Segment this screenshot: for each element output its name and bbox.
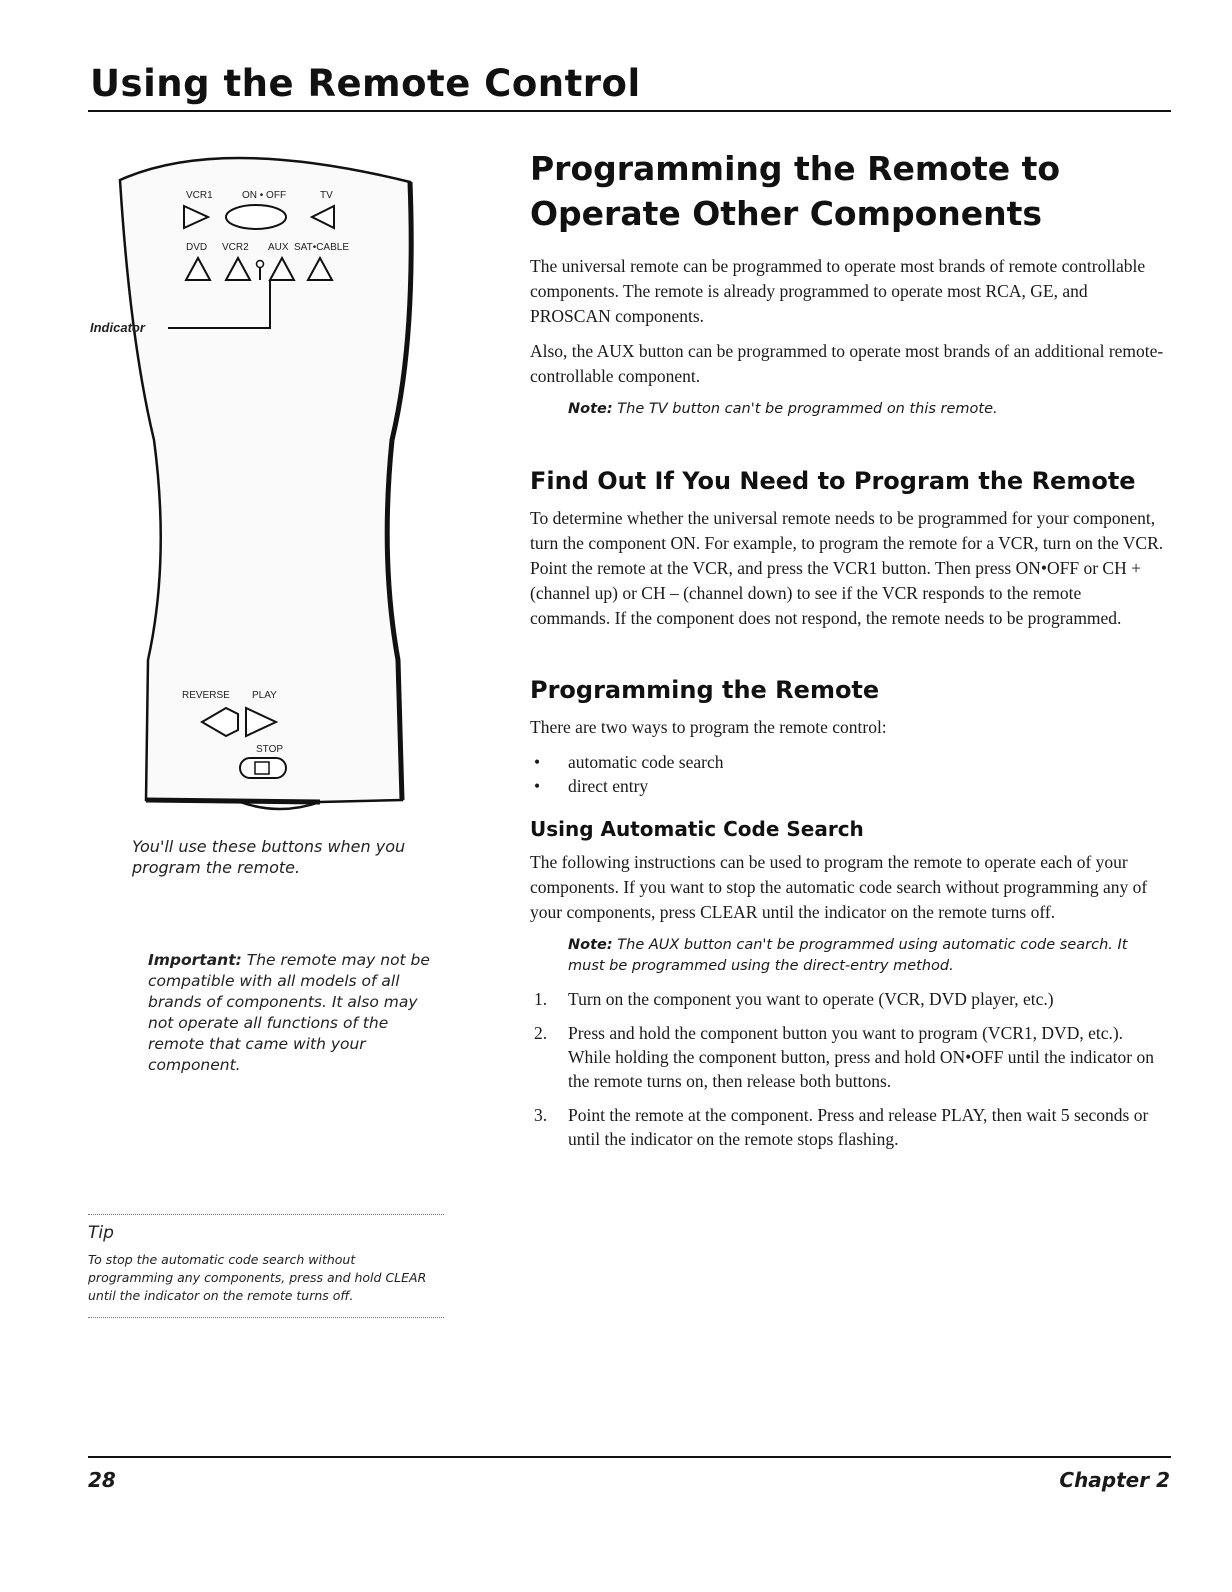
remote-illustration [80, 140, 420, 820]
on-off-button-icon [226, 205, 286, 229]
section-title: Using the Remote Control [90, 62, 641, 105]
note-text: The TV button can't be programmed on this remote. [617, 401, 998, 417]
programming-methods-list [530, 750, 1165, 798]
list-item: • automatic code search [530, 750, 1165, 774]
note-text: The AUX button can't be programmed using automatic code search. It must be programmed using the direct-entry method. [568, 937, 1128, 974]
chapter-label: Chapter 2 [1059, 1468, 1170, 1492]
footer-rule [88, 1456, 1171, 1458]
step-number: 2. [534, 1023, 548, 1043]
vcr2-label: VCR2 [222, 242, 249, 253]
indicator-light-icon [257, 261, 264, 268]
programming-heading: Programming the Remote [530, 676, 880, 704]
important-text: The remote may not be compatible with all models of all brands of components. It also may not operate all functions of the remote that came with your component. [148, 951, 430, 1074]
aux-label: AUX [268, 242, 289, 253]
tip-rule-bottom [88, 1317, 444, 1318]
note-label: Note: [568, 937, 613, 953]
tip-title: Tip [88, 1223, 114, 1243]
auto-search-heading: Using Automatic Code Search [530, 817, 864, 841]
remote-outline [120, 158, 411, 809]
dvd-label: DVD [186, 242, 208, 253]
list-item: • direct entry [530, 774, 1165, 798]
reverse-label: REVERSE [182, 690, 230, 701]
intro-paragraph-2: Also, the AUX button can be programmed to operate most brands of an additional remote-controllable component. [530, 341, 1164, 386]
important-label: Important: [148, 951, 242, 969]
tip-text: To stop the automatic code search without programming any components, press and hold CLEAR until the indicator on the remote turns off. [88, 1252, 427, 1303]
intro-paragraph-1: The universal remote can be programmed to operate most brands of remote controllable components. The remote is already programmed to operate most RCA, GE, and PROSCAN components. [530, 256, 1146, 326]
step-text: Point the remote at the component. Press and release PLAY, then wait 5 seconds or until the indicator on the remote stops flashing. [568, 1105, 1149, 1149]
tv-button-note [568, 399, 1165, 420]
step-number: 3. [534, 1105, 548, 1125]
list-item [530, 987, 1165, 1011]
tip-box [88, 1214, 444, 1318]
programming-paragraph: There are two ways to program the remote control: [530, 717, 887, 737]
page-title: Programming the Remote to Operate Other Components [530, 149, 1061, 233]
auto-search-paragraph: The following instructions can be used to program the remote to operate each of your components. If you want to stop the automatic code search without programming any of your components, press CLEAR until the indicator on the remote turns off. [530, 852, 1148, 922]
find-out-paragraph: To determine whether the universal remote needs to be programmed for your component, turn the component ON. For example, to program the remote for a VCR, turn on the VCR. Point the remote at the VCR, and press the VCR1 button. Then press ON•OFF or CH + (channel up) or CH – (channel down) to see if the VCR responds to the remote commands. If the component does not respond, the remote needs to be programmed. [530, 508, 1164, 628]
find-out-heading: Find Out If You Need to Program the Remote [530, 467, 1136, 495]
page-number: 28 [88, 1468, 116, 1492]
list-item [530, 1021, 1165, 1093]
header-rule [88, 110, 1171, 112]
step-number: 1. [534, 989, 548, 1009]
list-item [530, 1103, 1165, 1151]
aux-button-note [568, 935, 1165, 977]
tv-label: TV [320, 190, 333, 201]
main-column [530, 146, 1165, 1161]
sat-cable-label: SAT•CABLE [294, 242, 349, 253]
note-label: Note: [568, 401, 613, 417]
figure-caption: You'll use these buttons when you program the remote. [132, 837, 406, 877]
step-text: Turn on the component you want to operate (VCR, DVD player, etc.) [568, 989, 1054, 1009]
steps-list [530, 987, 1165, 1151]
stop-label: STOP [256, 744, 284, 755]
indicator-callout: Indicator [90, 320, 145, 335]
important-note [148, 950, 440, 1076]
stop-button-icon [240, 758, 286, 778]
vcr1-label: VCR1 [186, 190, 213, 201]
tip-rule-top [88, 1214, 444, 1215]
step-text: Press and hold the component button you want to program (VCR1, DVD, etc.). While holding the component button, press and hold ON•OFF until the indicator on the remote turns on, then release both buttons. [568, 1023, 1154, 1091]
play-label: PLAY [252, 690, 277, 701]
on-off-label: ON • OFF [242, 190, 287, 201]
